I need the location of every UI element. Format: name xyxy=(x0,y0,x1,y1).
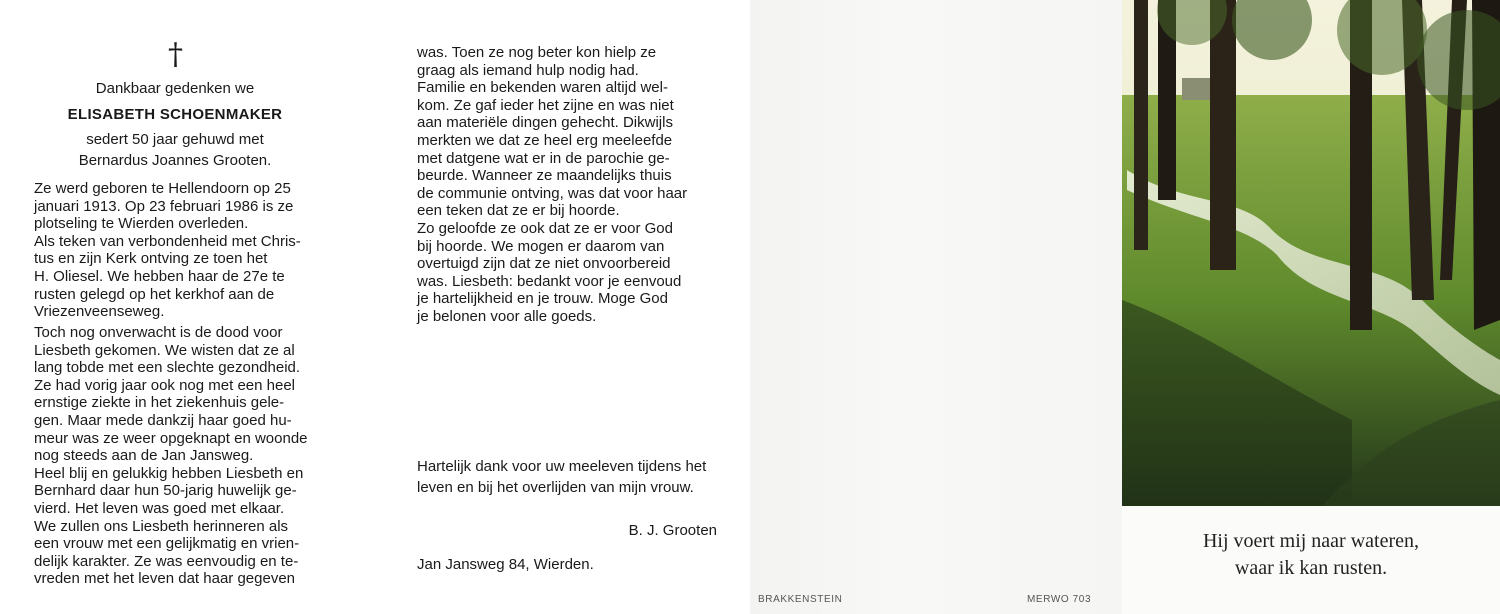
publisher-imprint: BRAKKENSTEIN xyxy=(758,594,843,605)
card-number: MERWO 703 xyxy=(1027,594,1092,605)
cross-icon: † xyxy=(168,37,183,72)
picture-panel xyxy=(1122,0,1500,614)
paragraph-life: Toch nog onverwacht is de dood voor Liesbeth gekomen. We wisten dat ze al lang tobde met een slechte gezondheid. Ze had vorig jaar ook nog met een heel ernstige ziekte in het ziekenhuis gele- gen. Maar mede dankzij haar goed hu- meur was ze weer opgeknapt en woonde nog steeds aan de Jan Jansweg. Heel blij en gelukkig hebben Liesbeth en Bernhard daar hun 50-jarig huwelijk ge- vierd. Het leven was goed met elkaar. We zullen ons Liesbeth herinneren als een vrouw met een gelijkmatig en vrien- delijk karakter. Ze was eenvoudig en te- vreden met het leven dat haar gegeven xyxy=(34,324,308,588)
paragraph-birth-death: Ze werd geboren te Hellendoorn op 25 januari 1913. Op 23 februari 1986 is ze plotseling te Wierden overleden. Als teken van verbondenheid met Chris- tus en zijn Kerk ontving ze toen het H. Oliesel. We hebben haar de 27e te rusten gelegd op het kerkhof aan de Vriezenveenseweg. xyxy=(34,180,301,321)
left-text-panel xyxy=(0,0,375,614)
paragraph-continued: was. Toen ze nog beter kon hielp ze graag als iemand hulp nodig had. Familie en bekenden waren altijd wel- kom. Ze gaf ieder het zijne en was niet aan materiële dingen gehecht. Dikwijls merkten we dat ze heel erg meeleefde met datgene wat er in de parochie ge- beurde. Wanneer ze maandelijks thuis de communie ontving, was dat voor haar een teken dat ze er bij hoorde. Zo geloofde ze ook dat ze er voor God bij hoorde. We mogen er daarom van overtuigd zijn dat ze niet onvoorbereid was. Liesbeth: bedankt voor je eenvoud je hartelijkheid en je trouw. Moge God je belonen voor alle goeds. xyxy=(417,44,688,325)
verse-line-2: waar ik kan rusten. xyxy=(1234,557,1388,579)
blank-back-panel xyxy=(750,0,1122,614)
spouse-name: Bernardus Joannes Grooten. xyxy=(78,152,272,169)
married-line: sedert 50 jaar gehuwd met xyxy=(86,131,264,148)
landscape-photo xyxy=(1122,0,1500,506)
deceased-name: ELISABETH SCHOENMAKER xyxy=(67,106,283,123)
opening-line: Dankbaar gedenken we xyxy=(95,80,255,97)
signature: B. J. Grooten xyxy=(628,522,717,539)
verse-text xyxy=(1122,528,1500,582)
verse-line-1: Hij voert mij naar wateren, xyxy=(1202,530,1420,552)
thanks-message: Hartelijk dank voor uw meeleven tijdens het leven en bij het overlijden van mijn vrouw. xyxy=(417,458,707,496)
address: Jan Jansweg 84, Wierden. xyxy=(417,556,594,573)
right-text-panel xyxy=(375,0,750,614)
